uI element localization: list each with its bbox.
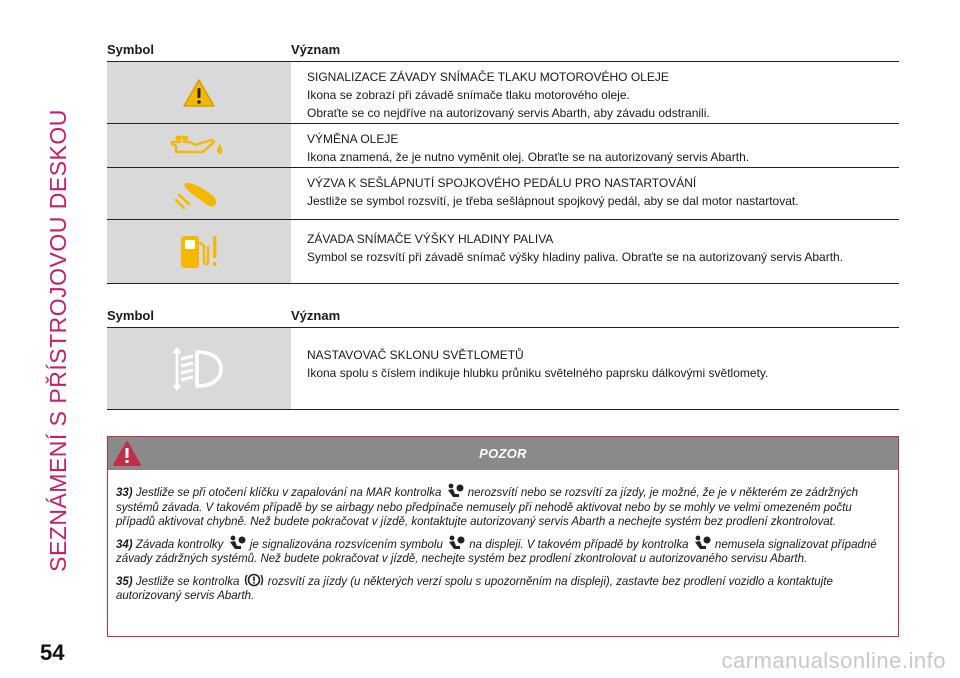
warning-note-34 (116, 535, 890, 567)
warning-title: POZOR (479, 446, 527, 461)
note-text: nerozsvítí nebo se rozsvítí za jízdy, je možné, že je v některém ze zádržných systémů závada. V takovém případě by se airbagy nebo předpínače nemusely při nehodě aktivovat nebo by se mohly ve velmi omezeném počtu případů aktivovat chybně. Než budete pokračovat v jízdě, kontaktujte autorizovaný servis Abarth a nechejte systém bez prodlení zkontrolovat. (116, 487, 859, 528)
table-header (107, 40, 899, 62)
warning-box (107, 436, 899, 637)
page-number: 54 (40, 640, 65, 665)
table-row (107, 328, 899, 410)
row-text: Ikona znamená, že je nutno vyměnit olej. Obraťte se na autorizovaný servis Abarth. (307, 150, 750, 164)
brake-warning-icon (244, 572, 264, 588)
note-text: Závada kontrolky (135, 538, 224, 551)
note-number: 33) (116, 487, 133, 499)
note-text: Jestliže se kontrolka (135, 575, 240, 588)
warning-note-35 (116, 572, 890, 604)
row-title: VÝZVA K SEŠLÁPNUTÍ SPOJKOVÉHO PEDÁLU PRO NASTARTOVÁNÍ (307, 176, 697, 190)
section-side-title (28, 40, 88, 640)
table-row (107, 168, 899, 220)
row-text: Obraťte se co nejdříve na autorizovaný servis Abarth, aby závadu odstranili. (307, 106, 710, 120)
note-text: Jestliže se při otočení klíčku v zapalování na MAR kontrolka (135, 487, 442, 499)
note-text: na displeji. V takovém případě by kontrolka (469, 538, 689, 551)
table-row (107, 220, 899, 284)
symbol-table-1 (107, 40, 899, 284)
airbag-icon (447, 535, 465, 551)
airbag-icon (228, 535, 246, 551)
warning-header (108, 437, 898, 470)
note-number: 35) (116, 575, 133, 588)
row-text: Jestliže se symbol rozsvítí, je třeba sešlápnout spojkový pedál, aby se dal motor nastartovat. (307, 194, 799, 208)
row-text: Ikona se zobrazí při závadě snímače tlaku motorového oleje. (307, 88, 630, 102)
warning-note-33 (116, 483, 890, 530)
warning-triangle-icon (182, 78, 216, 108)
header-symbol: Symbol (107, 42, 154, 57)
oil-can-icon (168, 132, 230, 160)
airbag-icon (693, 535, 711, 551)
symbol-table-2 (107, 306, 899, 410)
note-text: rozsvítí za jízdy (u některých verzí spolu s upozorněním na displeji), zastavte bez prodlení vozidlo a kontaktujte autorizovaný servis Abarth. (116, 575, 833, 602)
airbag-icon (446, 483, 464, 499)
headlight-leveling-icon (169, 343, 229, 395)
row-text: Symbol se rozsvítí při závadě snímač výšky hladiny paliva. Obraťte se na autorizovaný servis Abarth. (307, 250, 844, 264)
table-row (107, 124, 899, 168)
table-row (107, 62, 899, 124)
warning-triangle-icon (112, 440, 142, 467)
header-meaning: Význam (291, 308, 341, 323)
row-text: Ikona spolu s číslem indikuje hlubku průniku světelného paprsku dálkovými světlomety. (307, 366, 769, 380)
note-text: je signalizována rozsvícením symbolu (249, 538, 443, 551)
row-title: ZÁVADA SNÍMAČE VÝŠKY HLADINY PALIVA (307, 232, 554, 246)
row-title: NASTAVOVAČ SKLONU SVĚTLOMETŮ (307, 348, 524, 362)
fuel-level-fault-icon (177, 232, 221, 272)
note-number: 34) (116, 538, 133, 551)
watermark: carmanualsonline.info (721, 648, 946, 673)
table-header (107, 306, 899, 328)
warning-body (108, 470, 898, 604)
header-meaning: Význam (291, 42, 341, 57)
clutch-pedal-icon (174, 177, 224, 211)
header-symbol: Symbol (107, 308, 154, 323)
section-title-text: SEZNÁMENÍ S PŘÍSTROJOVOU DESKOU (44, 108, 71, 572)
note-text: nemusela signalizovat případné závady zádržných systémů. Než budete pokračovat v jízdě, nechejte systém bez prodlení zkontrolovat u autorizovaného servisu Abarth. (116, 538, 877, 565)
row-title: SIGNALIZACE ZÁVADY SNÍMAČE TLAKU MOTOROVÉHO OLEJE (307, 70, 669, 84)
row-title: VÝMĚNA OLEJE (307, 132, 399, 146)
